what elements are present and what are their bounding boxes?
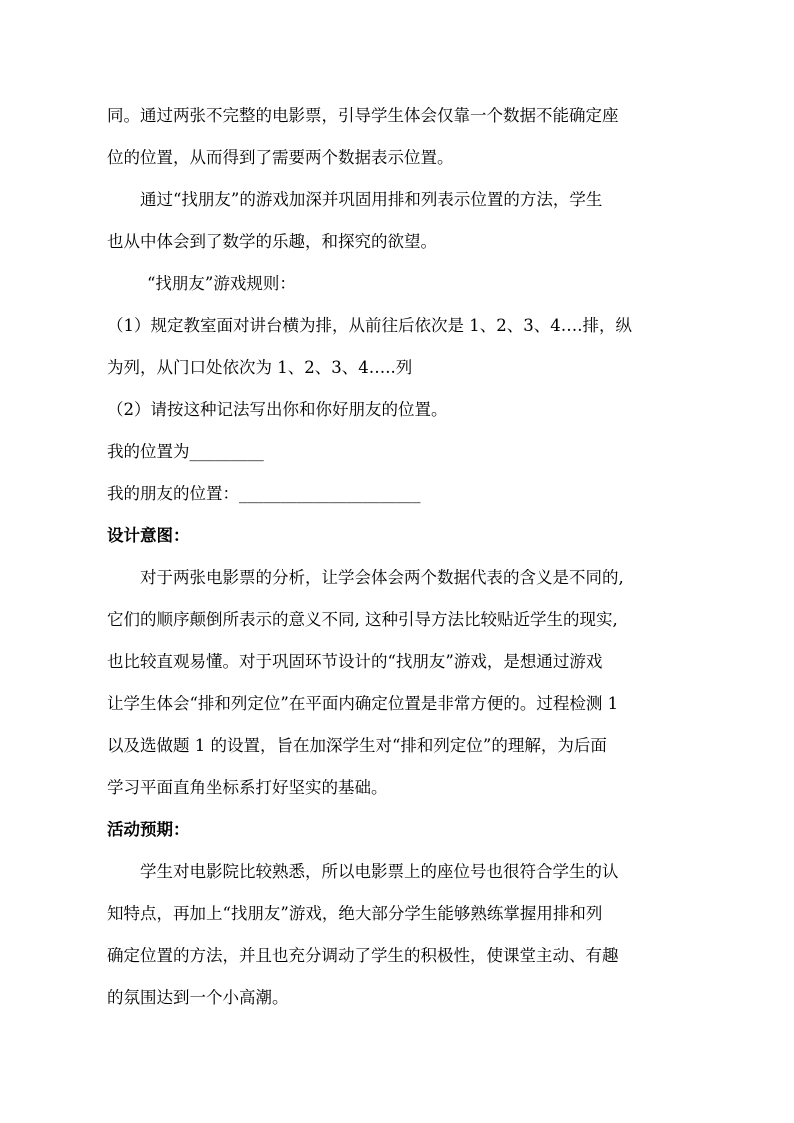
my-position-blank: 我的位置为_________ xyxy=(107,442,264,461)
paragraph-line: 学习平面直角坐标系打好坚实的基础。 xyxy=(107,778,388,797)
paragraph-line: 位的位置，从而得到了需要两个数据表示位置。 xyxy=(107,148,454,167)
paragraph-line: 同。通过两张不完整的电影票，引导学生体会仅靠一个数据不能确定座 xyxy=(107,106,619,125)
paragraph-line: 也比较直观易懂。对于巩固环节设计的“找朋友”游戏，是想通过游戏 xyxy=(107,652,603,671)
paragraph-line: 学生对电影院比较熟悉，所以电影票上的座位号也很符合学生的认 xyxy=(140,862,619,881)
paragraph-line: 让学生体会“排和列定位”在平面内确定位置是非常方便的。过程检测 1 xyxy=(107,694,619,713)
rule-item: （2）请按这种记法写出你和你好朋友的位置。 xyxy=(107,400,448,419)
rule-item-continued: 为列，从门口处依次为 1、2、3、4…..列 xyxy=(107,358,413,377)
paragraph-line: 也从中体会到了数学的乐趣，和探究的欲望。 xyxy=(107,232,437,251)
paragraph-line: 通过“找朋友”的游戏加深并巩固用排和列表示位置的方法，学生 xyxy=(140,190,603,209)
paragraph-line: 对于两张电影票的分析，让学会体会两个数据代表的含义是不同的, xyxy=(140,568,624,587)
rule-item: （1）规定教室面对讲台横为排，从前往后依次是 1、2、3、4….排，纵 xyxy=(107,316,632,335)
paragraph-line: 确定位置的方法，并且也充分调动了学生的积极性，使课堂主动、有趣 xyxy=(107,946,619,965)
paragraph-line: 知特点，再加上“找朋友”游戏，绝大部分学生能够熟练掌握用排和列 xyxy=(107,904,603,923)
paragraph-line: 的氛围达到一个小高潮。 xyxy=(107,988,289,1007)
paragraph-line: 它们的顺序颠倒所表示的意义不同, 这种引导方法比较贴近学生的现实, xyxy=(107,610,618,629)
paragraph-line: 以及选做题 1 的设置，旨在加深学生对“排和列定位”的理解，为后面 xyxy=(107,736,607,755)
friend-position-blank: 我的朋友的位置：______________________ xyxy=(107,484,421,503)
design-intent-heading: 设计意图： xyxy=(107,526,190,545)
rules-title: “找朋友”游戏规则： xyxy=(147,274,296,293)
activity-expectation-heading: 活动预期： xyxy=(107,820,190,839)
